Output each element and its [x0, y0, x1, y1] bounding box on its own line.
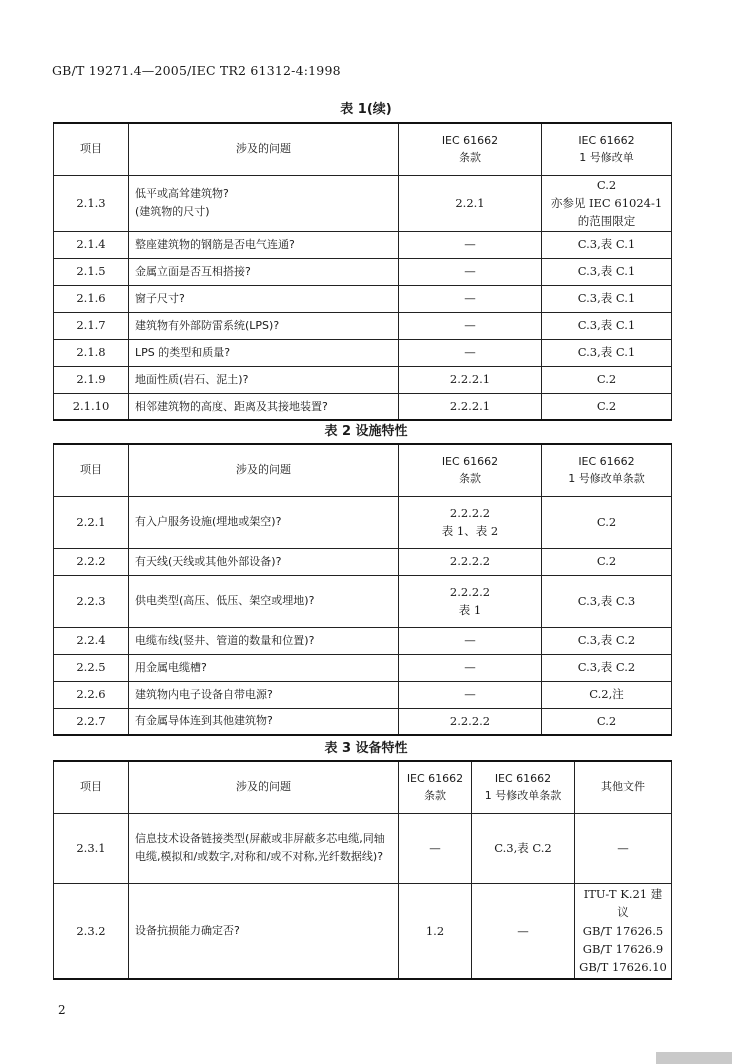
- table3-header-cell: 涉及的问题: [129, 761, 399, 813]
- table3-cell: 设备抗损能力确定否?: [129, 883, 399, 979]
- table1-cell: —: [399, 285, 542, 312]
- table-row: [54, 231, 672, 258]
- table-row: [54, 312, 672, 339]
- table1-cell: 相邻建筑物的高度、距离及其接地装置?: [129, 393, 399, 420]
- table3-cell: —: [399, 813, 472, 883]
- table3-cell: 1.2: [399, 883, 472, 979]
- table1-cell: —: [399, 258, 542, 285]
- table3-cell: 2.3.2: [54, 883, 129, 979]
- table2-cell: C.3,表 C.2: [542, 654, 672, 681]
- table2-cell: 2.2.2.2 表 1、表 2: [399, 496, 542, 548]
- table2-cell: 2.2.5: [54, 654, 129, 681]
- table3-cell: 信息技术设备链接类型(屏蔽或非屏蔽多芯电缆,同轴电缆,模拟和/或数字,对称和/或不对称,光纤数据线)?: [129, 813, 399, 883]
- table1-cell: C.3,表 C.1: [542, 285, 672, 312]
- table1-cell: 整座建筑物的钢筋是否电气连通?: [129, 231, 399, 258]
- table1-cell: 2.1.6: [54, 285, 129, 312]
- table2-cell: 2.2.2: [54, 548, 129, 575]
- table1-cell: 2.1.8: [54, 339, 129, 366]
- table-row: [54, 285, 672, 312]
- table1-cell: C.2 亦参见 IEC 61024-1 的范围限定: [542, 175, 672, 231]
- table2-cell: 供电类型(高压、低压、架空或埋地)?: [129, 575, 399, 627]
- table1-cell: 2.2.2.1: [399, 393, 542, 420]
- table1-cell: 2.2.1: [399, 175, 542, 231]
- table2-cell: 2.2.3: [54, 575, 129, 627]
- table-row: [54, 339, 672, 366]
- table1-cell: 2.1.5: [54, 258, 129, 285]
- table1-header-cell: IEC 61662 1 号修改单: [542, 123, 672, 175]
- table2-cell: C.3,表 C.2: [542, 627, 672, 654]
- table3-header-cell: IEC 61662 1 号修改单条款: [472, 761, 575, 813]
- table1-cell: —: [399, 231, 542, 258]
- table-row: [54, 654, 672, 681]
- table1-cell: C.2: [542, 366, 672, 393]
- table1-cell: 建筑物有外部防雷系统(LPS)?: [129, 312, 399, 339]
- table1-header-row: [54, 123, 672, 175]
- table2-cell: C.2,注: [542, 681, 672, 708]
- table1-caption: 表 1(续): [340, 102, 392, 117]
- table-row: [54, 496, 672, 548]
- table3-cell: C.3,表 C.2: [472, 813, 575, 883]
- table1-header-cell: 项目: [54, 123, 129, 175]
- table2-cell: 建筑物内电子设备自带电源?: [129, 681, 399, 708]
- table2-cell: 2.2.4: [54, 627, 129, 654]
- table1-cell: LPS 的类型和质量?: [129, 339, 399, 366]
- table-row: [54, 627, 672, 654]
- table2-cell: 有天线(天线或其他外部设备)?: [129, 548, 399, 575]
- table1-cell: C.3,表 C.1: [542, 312, 672, 339]
- table3-cell: ITU-T K.21 建议 GB/T 17626.5 GB/T 17626.9 GB/T 17626.10: [575, 883, 672, 979]
- table2-cell: 有金属导体连到其他建筑物?: [129, 708, 399, 735]
- table3-cell: —: [575, 813, 672, 883]
- table3: [53, 760, 672, 980]
- table2-cell: 用金属电缆槽?: [129, 654, 399, 681]
- table3-header-cell: 其他文件: [575, 761, 672, 813]
- table2-cell: 2.2.6: [54, 681, 129, 708]
- table2: [53, 443, 672, 736]
- table-row: [54, 681, 672, 708]
- table3-header-row: [54, 761, 672, 813]
- table1-cell: C.3,表 C.1: [542, 258, 672, 285]
- table2-cell: —: [399, 681, 542, 708]
- table2-cell: C.2: [542, 548, 672, 575]
- table1-cell: 2.1.4: [54, 231, 129, 258]
- table2-cell: C.2: [542, 496, 672, 548]
- table-row: [54, 175, 672, 231]
- table1-cell: 低平或高耸建筑物? (建筑物的尺寸): [129, 175, 399, 231]
- table1-cell: 窗子尺寸?: [129, 285, 399, 312]
- table-row: [54, 883, 672, 979]
- table1-header-cell: IEC 61662 条款: [399, 123, 542, 175]
- table1-cell: C.3,表 C.1: [542, 231, 672, 258]
- table2-header-cell: IEC 61662 1 号修改单条款: [542, 444, 672, 496]
- table2-header-cell: 涉及的问题: [129, 444, 399, 496]
- table2-cell: 2.2.7: [54, 708, 129, 735]
- table1: [53, 122, 672, 421]
- table1-cell: C.2: [542, 393, 672, 420]
- table2-header-cell: IEC 61662 条款: [399, 444, 542, 496]
- page-number: 2: [58, 1003, 66, 1017]
- table3-cell: 2.3.1: [54, 813, 129, 883]
- table2-cell: 2.2.2.2: [399, 708, 542, 735]
- table2-cell: 电缆布线(竖井、管道的数量和位置)?: [129, 627, 399, 654]
- table1-cell: 2.1.7: [54, 312, 129, 339]
- table1-cell: C.3,表 C.1: [542, 339, 672, 366]
- standard-header: GB/T 19271.4—2005/IEC TR2 61312-4:1998: [52, 63, 341, 78]
- table2-header-cell: 项目: [54, 444, 129, 496]
- table2-cell: —: [399, 627, 542, 654]
- table2-caption: 表 2 设施特性: [324, 424, 408, 439]
- table3-header-cell: 项目: [54, 761, 129, 813]
- table2-cell: 有入户服务设施(埋地或架空)?: [129, 496, 399, 548]
- table-row: [54, 813, 672, 883]
- table1-cell: 2.1.9: [54, 366, 129, 393]
- table-row: [54, 708, 672, 735]
- table1-cell: 2.1.10: [54, 393, 129, 420]
- scan-corner-strip: [656, 1052, 732, 1064]
- table3-cell: —: [472, 883, 575, 979]
- table2-header-row: [54, 444, 672, 496]
- table2-cell: C.2: [542, 708, 672, 735]
- table2-cell: C.3,表 C.3: [542, 575, 672, 627]
- table2-cell: 2.2.2.2 表 1: [399, 575, 542, 627]
- table2-cell: 2.2.2.2: [399, 548, 542, 575]
- table-row: [54, 258, 672, 285]
- table-row: [54, 548, 672, 575]
- table2-cell: —: [399, 654, 542, 681]
- table-row: [54, 393, 672, 420]
- table1-cell: 2.1.3: [54, 175, 129, 231]
- table1-header-cell: 涉及的问题: [129, 123, 399, 175]
- table1-cell: —: [399, 339, 542, 366]
- table1-cell: —: [399, 312, 542, 339]
- table-row: [54, 366, 672, 393]
- table1-cell: 金属立面是否互相搭接?: [129, 258, 399, 285]
- table1-cell: 2.2.2.1: [399, 366, 542, 393]
- table3-caption: 表 3 设备特性: [324, 741, 408, 756]
- table-row: [54, 575, 672, 627]
- table1-cell: 地面性质(岩石、泥土)?: [129, 366, 399, 393]
- table2-cell: 2.2.1: [54, 496, 129, 548]
- table3-header-cell: IEC 61662 条款: [399, 761, 472, 813]
